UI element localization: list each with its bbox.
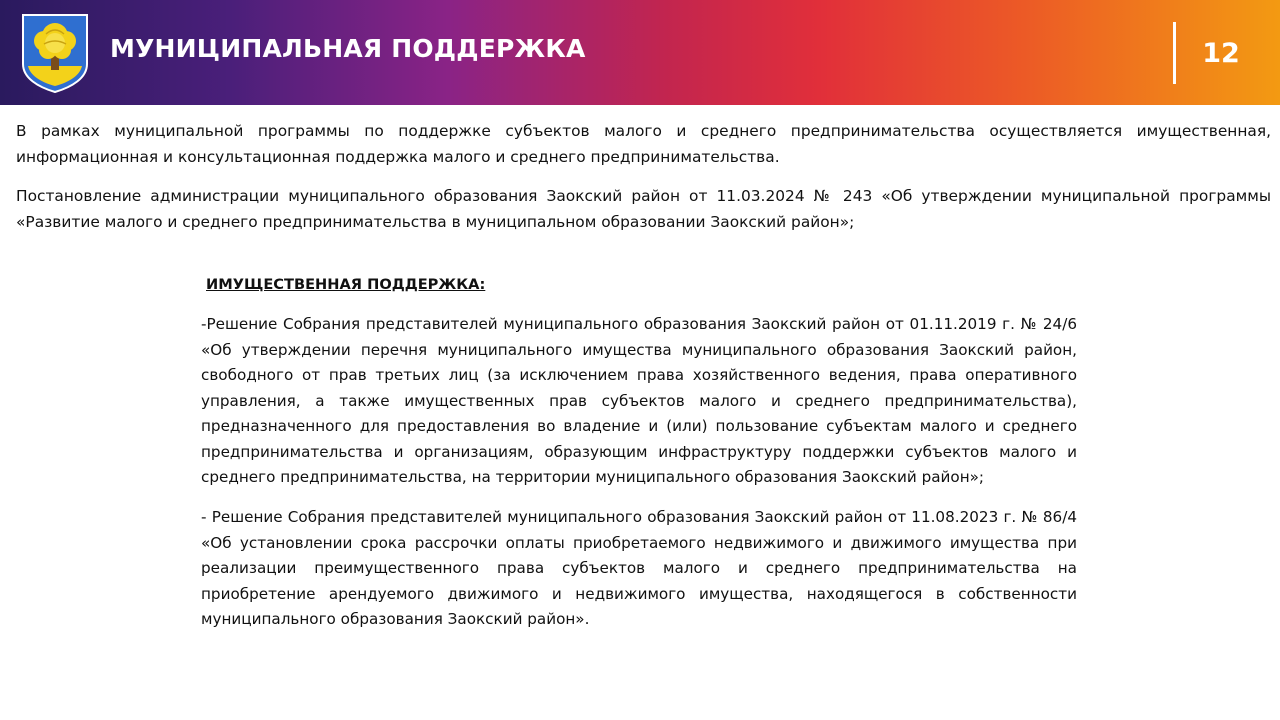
header-divider [1173, 22, 1176, 84]
intro-paragraph-resolution: Постановление администрации муниципального образования Заокский район от 11.03.2024 № 243 «Об утверждении муниципальной программы «Развитие малого и среднего предпринимательства в муниципальном образовании Заокский район»; [16, 187, 1271, 231]
page-title: МУНИЦИПАЛЬНАЯ ПОДДЕРЖКА [110, 34, 586, 63]
intro-paragraph-support: В рамках муниципальной программы по поддержке субъектов малого и среднего предпринимательства осуществляется имущественная, информационная и консультационная поддержка малого и среднего предпринимательства. [16, 122, 1271, 166]
coat-of-arms-icon [20, 12, 90, 94]
slide-header [0, 0, 1280, 105]
section-title-property-support: ИМУЩЕСТВЕННАЯ ПОДДЕРЖКА: [206, 276, 486, 293]
list-item: -Решение Собрания представителей муниципального образования Заокский район от 01.11.2019 г. № 24/6 «Об утверждении перечня муниципального имущества муниципального образования Заокский район, свободного от прав третьих лиц (за исключением права хозяйственного ведения, права оперативного управления, а также имущественных прав субъектов малого и среднего предпринимательства), предназначенного для предоставления во владение и (или) пользование субъектам малого и среднего предпринимательства и организациям, образующим инфраструктуру поддержки субъектов малого и среднего предпринимательства, на территории муниципального образования Заокский район»; [201, 315, 1077, 486]
slide-number: 12 [1202, 38, 1240, 69]
list-item: - Решение Собрания представителей муниципального образования Заокский район от 11.08.2023 г. № 86/4 «Об установлении срока рассрочки оплаты приобретаемого недвижимого и движимого имущества при реализации преимущественного права субъектов малого и среднего предпринимательства на приобретение арендуемого движимого и недвижимого имущества, находящегося в собственности муниципального образования Заокский район». [201, 508, 1077, 628]
